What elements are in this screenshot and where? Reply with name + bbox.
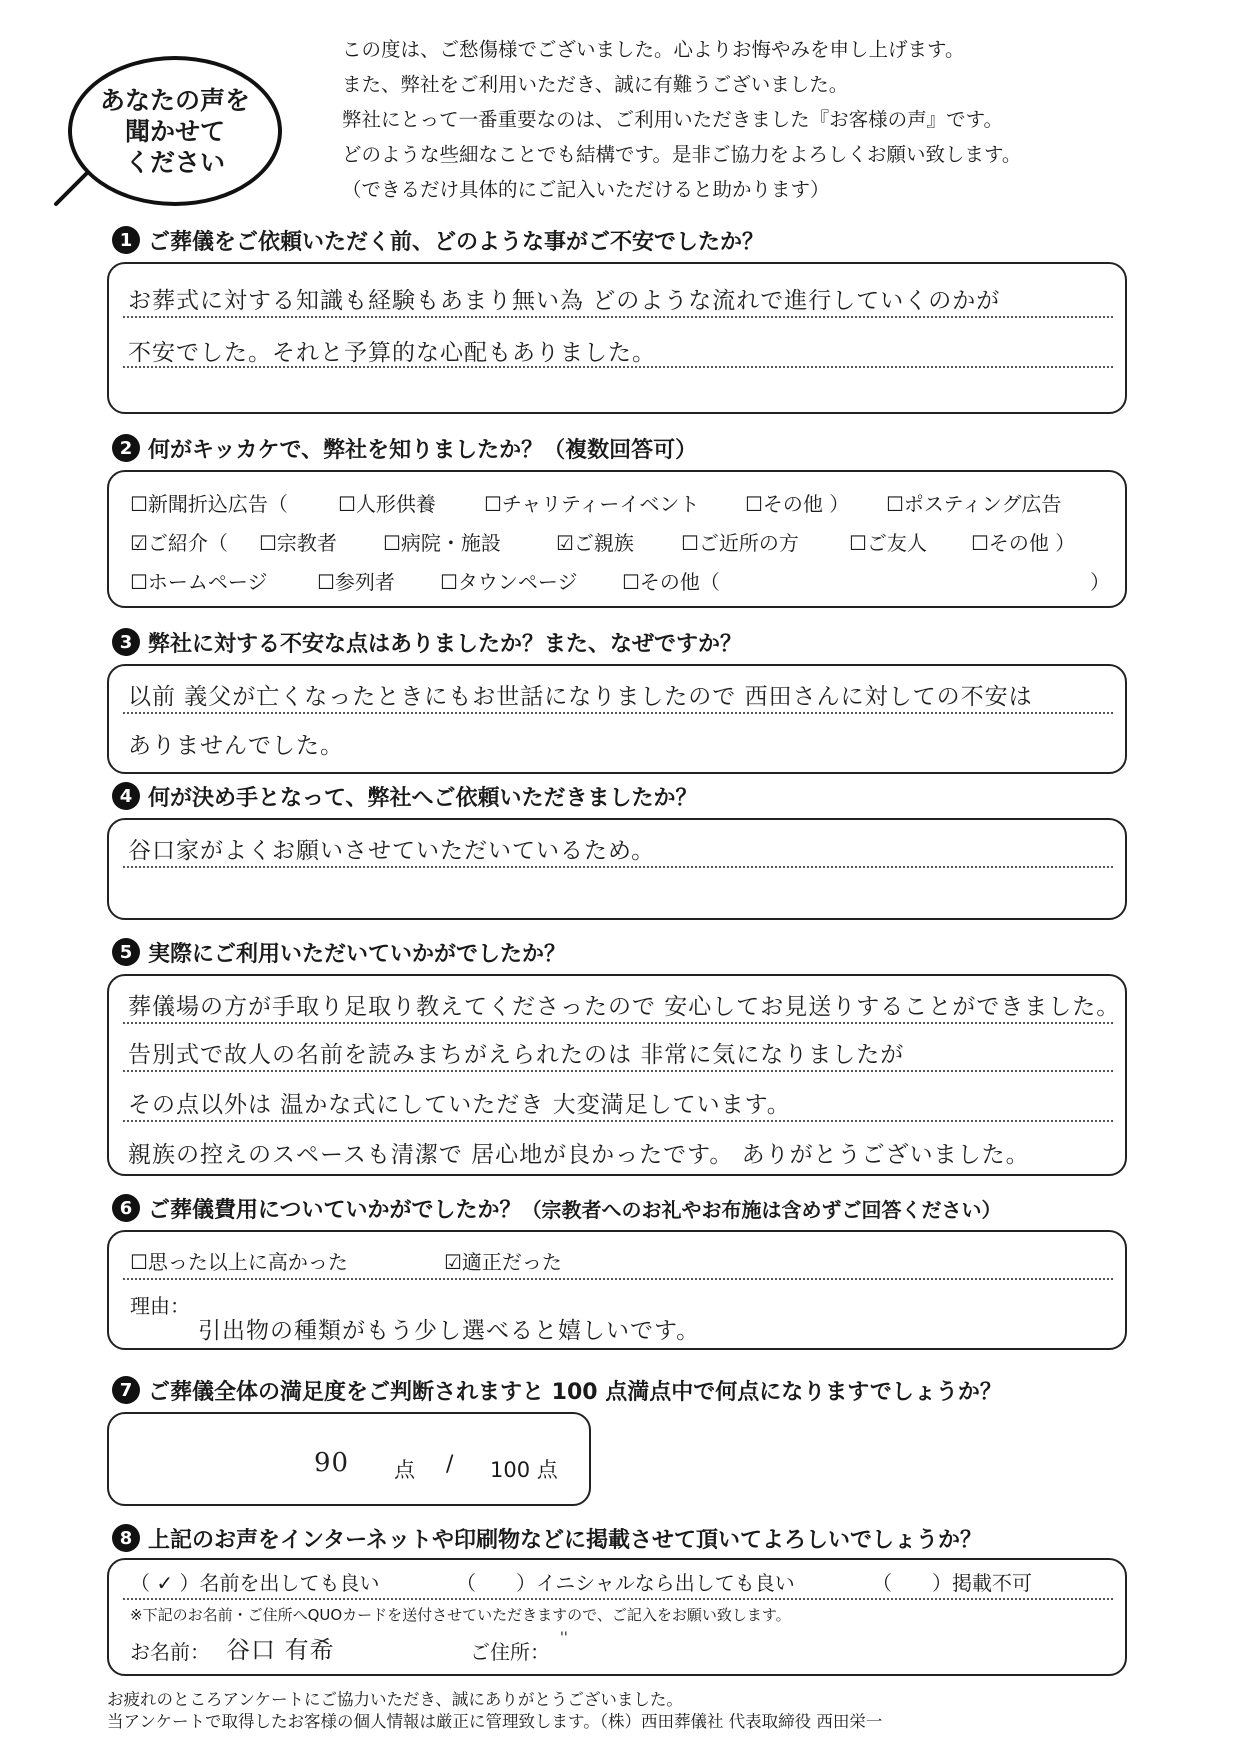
closing-paren: ） (1090, 570, 1110, 594)
address-value[interactable]: '' (560, 1630, 568, 1646)
checkbox-other-source[interactable]: ☐その他（ (622, 570, 720, 594)
question-subtext: （宗教者へのお礼やお布施は含めずご回答ください） (521, 1197, 1002, 1222)
answer-text: 以前 義父が亡くなったときにもお世話になりましたので 西田さんに対しての不安は (128, 684, 1033, 710)
footer-line: お疲れのところアンケートにご協力いただき、誠にありがとうございました。 (107, 1690, 683, 1709)
question-text: 弊社に対する不安な点はありましたか？また、なぜですか？ (148, 631, 743, 657)
bubble-line: ください (124, 147, 225, 177)
option-publish-initials[interactable]: （ ）イニシャルなら出しても良い (456, 1571, 795, 1595)
speech-bubble (68, 56, 282, 206)
note-text: ※下記のお名前・ご住所へQUOカードを送付させていただきますので、ご記入をお願い致します。 (130, 1606, 791, 1624)
question-5-heading (112, 936, 566, 968)
score-slash: / (446, 1452, 454, 1477)
dotted-line (123, 1022, 1113, 1024)
checkbox-neighbors[interactable]: ☐ご近所の方 (681, 531, 799, 555)
dotted-line (123, 866, 1113, 868)
answer-text: 告別式で故人の名前を読みまちがえられたのは 非常に気になりましたが (128, 1042, 905, 1068)
dotted-line (123, 316, 1113, 318)
address-label: ご住所： (470, 1640, 550, 1664)
question-3-heading (112, 626, 742, 658)
intro-line: この度は、ご愁傷様でございました。心よりお悔やみを申し上げます。 (342, 38, 965, 61)
question-text: ご葬儀全体の満足度をご判断されますと 100 点満点中で何点になりますでしょうか？ (148, 1379, 1002, 1405)
option-no-publish[interactable]: （ ）掲載不可 (872, 1571, 1032, 1595)
checkbox-attendee[interactable]: ☐参列者 (317, 570, 395, 594)
checkbox-homepage[interactable]: ☐ホームページ (130, 570, 268, 594)
bubble-line: 聞かせて (124, 116, 225, 146)
score-unit: 点 (394, 1458, 415, 1482)
reason-text: 引出物の種類がもう少し選べると嬉しいです。 (198, 1318, 701, 1344)
question-text: ご葬儀費用についていかがでしたか？ (148, 1197, 522, 1223)
question-number: 7 (112, 1376, 140, 1404)
answer-text: お葬式に対する知識も経験もあまり無い為 どのような流れで進行していくのかが (128, 288, 1001, 314)
checkbox-other-referral[interactable]: ☐その他 ） (971, 531, 1076, 555)
question-number: 6 (112, 1194, 140, 1222)
name-label: お名前： (130, 1640, 210, 1664)
option-publish-name[interactable]: （ ✓ ）名前を出しても良い (130, 1571, 380, 1595)
question-text: 何がキッカケで、弊社を知りましたか？（複数回答可） (148, 437, 698, 463)
intro-line: どのような些細なことでも結構です。是非ご協力をよろしくお願い致します。 (342, 143, 1022, 166)
question-number: 5 (112, 938, 140, 966)
question-1-heading (112, 224, 764, 256)
dotted-line (123, 712, 1113, 714)
answer-text: 親族の控えのスペースも清潔で 居心地が良かったです。 ありがとうございました。 (128, 1142, 1030, 1168)
reason-label: 理由： (130, 1294, 190, 1318)
answer-text: その点以外は 温かな式にしていただき 大変満足しています。 (128, 1092, 791, 1118)
question-2-heading (112, 432, 697, 464)
answer-text: 不安でした。それと予算的な心配もありました。 (128, 340, 656, 366)
dotted-line (123, 1598, 1113, 1600)
question-number: 1 (112, 226, 140, 254)
checkbox-referral[interactable]: ☑ご紹介（ (130, 531, 228, 555)
checkbox-relatives[interactable]: ☑ご親族 (556, 531, 634, 555)
score-value[interactable]: 90 (314, 1448, 350, 1478)
question-text: 何が決め手となって、弊社へご依頼いただきましたか？ (148, 785, 698, 811)
question-text: 上記のお声をインターネットや印刷物などに掲載させて頂いてよろしいでしょうか？ (148, 1527, 983, 1553)
checkbox-newspaper-ad[interactable]: ☐新聞折込広告（ (130, 492, 288, 516)
question-text: ご葬儀をご依頼いただく前、どのような事がご不安でしたか？ (148, 229, 765, 255)
answer-text: 葬儀場の方が手取り足取り教えてくださったので 安心してお見送りすることができました。 (128, 994, 1121, 1020)
answer-text: ありませんでした。 (128, 733, 344, 759)
question-6-heading (112, 1192, 1002, 1224)
dotted-line (123, 1070, 1113, 1072)
score-max: 100 点 (490, 1458, 558, 1482)
checkbox-posting-ad[interactable]: ☐ポスティング広告 (886, 492, 1062, 516)
bubble-line: あなたの声を (99, 85, 250, 115)
checkbox-appropriate[interactable]: ☑適正だった (444, 1250, 562, 1274)
question-7-heading (112, 1374, 1002, 1406)
checkbox-doll-memorial[interactable]: ☐人形供養 (338, 492, 436, 516)
question-number: 4 (112, 782, 140, 810)
footer-line: 当アンケートで取得したお客様の個人情報は厳正に管理致します。（株）西田葬儀社 代表取締役 西田栄一 (107, 1712, 883, 1731)
question-number: 8 (112, 1524, 140, 1552)
question-text: 実際にご利用いただいていかがでしたか？ (148, 941, 567, 967)
dotted-line (123, 1120, 1113, 1122)
checkbox-charity-event[interactable]: ☐チャリティーイベント (484, 492, 700, 516)
checkbox-townpage[interactable]: ☐タウンページ (440, 570, 578, 594)
checkbox-higher-than-expected[interactable]: ☐思った以上に高かった (130, 1250, 348, 1274)
answer-text: 谷口家がよくお願いさせていただいているため。 (128, 838, 656, 864)
checkbox-hospital[interactable]: ☐病院・施設 (383, 531, 501, 555)
question-number: 3 (112, 628, 140, 656)
intro-line: （できるだけ具体的にご記入いただけると助かります） (342, 178, 830, 201)
checkbox-other[interactable]: ☐その他 ） (745, 492, 850, 516)
checkbox-religious[interactable]: ☐宗教者 (259, 531, 337, 555)
dotted-line (123, 1278, 1113, 1280)
question-4-heading (112, 780, 698, 812)
checkbox-friends[interactable]: ☐ご友人 (849, 531, 927, 555)
question-number: 2 (112, 434, 140, 462)
question-8-heading (112, 1522, 982, 1554)
intro-line: また、弊社をご利用いただき、誠に有難うございました。 (342, 73, 849, 96)
intro-line: 弊社にとって一番重要なのは、ご利用いただきました『お客様の声』です。 (342, 108, 1004, 131)
name-value[interactable]: 谷口 有希 (226, 1636, 335, 1664)
